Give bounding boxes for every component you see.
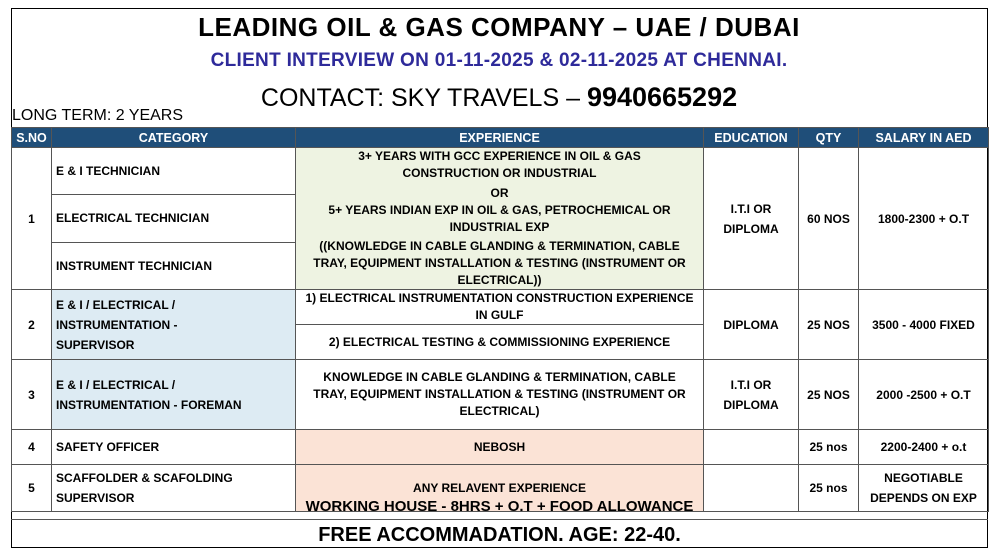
interview-subtitle: CLIENT INTERVIEW ON 01-11-2025 & 02-11-2025 AT CHENNAI.: [210, 50, 788, 71]
experience-line: ((KNOWLEDGE IN CABLE GLANDING & TERMINATION, CABLE TRAY, EQUIPMENT INSTALLATION & TESTING (INSTRUMENT OR ELECTRICAL)): [313, 239, 686, 287]
header-sno: S.NO: [12, 128, 52, 148]
salary-cell: 2000 -2500 + O.T: [859, 360, 989, 430]
sno-cell: 5: [12, 465, 52, 512]
qty-cell: 25 NOS: [799, 290, 859, 360]
salary-cell: 2200-2400 + o.t: [859, 430, 989, 465]
salary-cell: 3500 - 4000 FIXED: [859, 290, 989, 360]
salary-cell: 1800-2300 + O.T: [859, 148, 989, 290]
experience-cell: KNOWLEDGE IN CABLE GLANDING & TERMINATION, CABLE TRAY, EQUIPMENT INSTALLATION & TESTING (INSTRUMENT OR ELECTRICAL): [296, 360, 704, 430]
experience-cell: ANY RELAVENT EXPERIENCE: [296, 465, 704, 512]
education-cell: [704, 430, 799, 465]
category-cell: E & I TECHNICIAN: [52, 148, 296, 195]
sno-cell: 2: [12, 290, 52, 360]
working-hours-note: WORKING HOUSE - 8HRS + O.T + FOOD ALLOWANCE: [11, 494, 988, 520]
category-cell: INSTRUMENT TECHNICIAN: [52, 242, 296, 289]
category-cell: SCAFFOLDER & SCAFOLDING SUPERVISOR: [52, 465, 296, 512]
table-row: [12, 430, 989, 465]
experience-cell: 1) ELECTRICAL INSTRUMENTATION CONSTRUCTION EXPERIENCE IN GULF: [296, 290, 704, 325]
education-cell: I.T.I OR DIPLOMA: [704, 148, 799, 290]
education-cell: I.T.I OR DIPLOMA: [704, 360, 799, 430]
table-header-row: [12, 128, 989, 148]
qty-cell: 25 nos: [799, 465, 859, 512]
experience-line: 5+ YEARS INDIAN EXP IN OIL & GAS, PETROCHEMICAL OR INDUSTRIAL EXP: [328, 203, 671, 234]
experience-cell: 2) ELECTRICAL TESTING & COMMISSIONING EXPERIENCE: [296, 325, 704, 360]
header-qty: QTY: [799, 128, 859, 148]
qty-cell: 25 nos: [799, 430, 859, 465]
experience-line: OR: [490, 186, 509, 200]
contact-label: CONTACT: SKY TRAVELS –: [260, 84, 580, 112]
table-row: [12, 148, 989, 195]
accommodation-note: FREE ACCOMMADATION. AGE: 22-40.: [318, 524, 681, 546]
header-salary: SALARY IN AED: [859, 128, 989, 148]
table-row: [12, 360, 989, 430]
experience-line: 3+ YEARS WITH GCC EXPERIENCE IN OIL & GAS CONSTRUCTION OR INDUSTRIAL: [358, 149, 641, 180]
table-row: [12, 290, 989, 325]
header-category: CATEGORY: [52, 128, 296, 148]
salary-cell: NEGOTIABLE DEPENDS ON EXP: [859, 465, 989, 512]
experience-cell: NEBOSH: [296, 430, 704, 465]
category-cell: E & I / ELECTRICAL / INSTRUMENTATION - SUPERVISOR: [52, 290, 296, 360]
education-cell: DIPLOMA: [704, 290, 799, 360]
sno-cell: 1: [12, 148, 52, 290]
header-experience: EXPERIENCE: [296, 128, 704, 148]
experience-cell: [296, 148, 704, 290]
qty-cell: 25 NOS: [799, 360, 859, 430]
sno-cell: 4: [12, 430, 52, 465]
page-title: LEADING OIL & GAS COMPANY – UAE / DUBAI: [198, 12, 800, 42]
category-cell: SAFETY OFFICER: [52, 430, 296, 465]
header-education: EDUCATION: [704, 128, 799, 148]
category-cell: E & I / ELECTRICAL / INSTRUMENTATION - FOREMAN: [52, 360, 296, 430]
term-label: LONG TERM: 2 YEARS: [12, 107, 184, 124]
category-cell: ELECTRICAL TECHNICIAN: [52, 195, 296, 242]
sno-cell: 3: [12, 360, 52, 430]
contact-phone: 9940665292: [586, 82, 738, 112]
jobs-table: [11, 127, 989, 512]
qty-cell: 60 NOS: [799, 148, 859, 290]
